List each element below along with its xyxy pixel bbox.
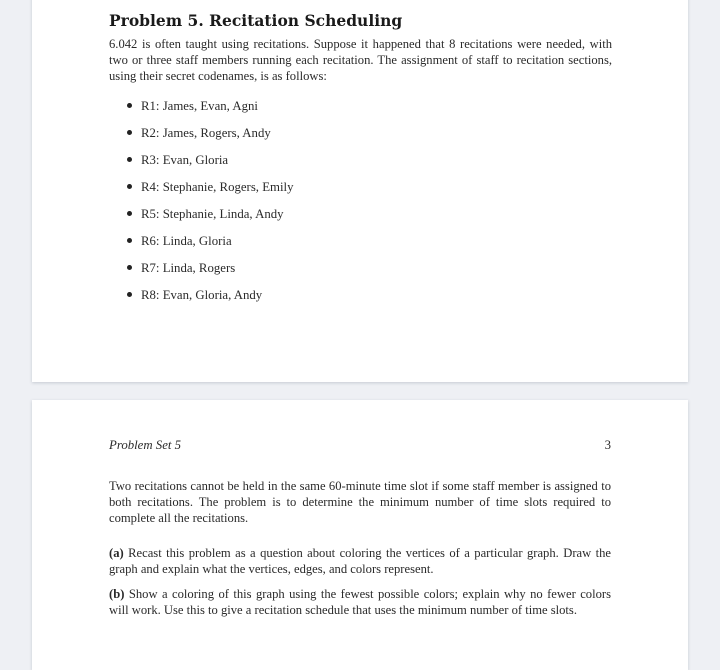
bullet-icon (127, 238, 132, 243)
problem-title: Problem 5. Recitation Scheduling (109, 11, 403, 30)
part-a-label: (a) (109, 546, 124, 560)
part-a (109, 545, 611, 577)
list-item (125, 98, 293, 125)
part-b-text: Show a coloring of this graph using the fewest possible colors; explain why no fewer colors will work. Use this to give a recitation schedule that uses the minimum number of time slots. (109, 587, 611, 617)
problem-statement: Two recitations cannot be held in the same 60-minute time slot if some staff member is assigned to both recitations. The problem is to determine the minimum number of time slots required to complete all the recitations. (109, 479, 611, 525)
bullet-icon (127, 292, 132, 297)
list-item (125, 179, 293, 206)
assignment-text: R1: James, Evan, Agni (141, 99, 258, 113)
bullet-icon (127, 211, 132, 216)
bullet-icon (127, 103, 132, 108)
list-item (125, 233, 293, 260)
assignment-text: R7: Linda, Rogers (141, 261, 236, 275)
document-page-2 (32, 400, 688, 670)
bullet-icon (127, 130, 132, 135)
problem-intro: 6.042 is often taught using recitations. Suppose it happened that 8 recitations were needed, with two or three staff members running each recitation. The assignment of staff to recitation sections, using their secret codenames, is as follows: (109, 37, 612, 83)
part-a-text: Recast this problem as a question about coloring the vertices of a particular graph. Draw the graph and explain what the vertices, edges, and colors represent. (109, 546, 612, 576)
part-b (109, 586, 611, 618)
list-item (125, 152, 293, 179)
bullet-icon (127, 157, 132, 162)
list-item (125, 287, 293, 314)
list-item (125, 206, 293, 233)
assignment-text: R5: Stephanie, Linda, Andy (141, 207, 284, 221)
running-head: Problem Set 5 (109, 438, 182, 452)
page-number: 3 (604, 438, 611, 452)
document-page-1 (32, 0, 688, 382)
bullet-icon (127, 184, 132, 189)
recitation-assignment-list (125, 98, 293, 314)
assignment-text: R3: Evan, Gloria (141, 153, 229, 167)
part-b-label: (b) (109, 587, 125, 601)
assignment-text: R6: Linda, Gloria (141, 234, 232, 248)
assignment-text: R2: James, Rogers, Andy (141, 126, 271, 140)
assignment-text: R8: Evan, Gloria, Andy (141, 288, 263, 302)
assignment-text: R4: Stephanie, Rogers, Emily (141, 180, 294, 194)
list-item (125, 125, 293, 152)
list-item (125, 260, 293, 287)
bullet-icon (127, 265, 132, 270)
